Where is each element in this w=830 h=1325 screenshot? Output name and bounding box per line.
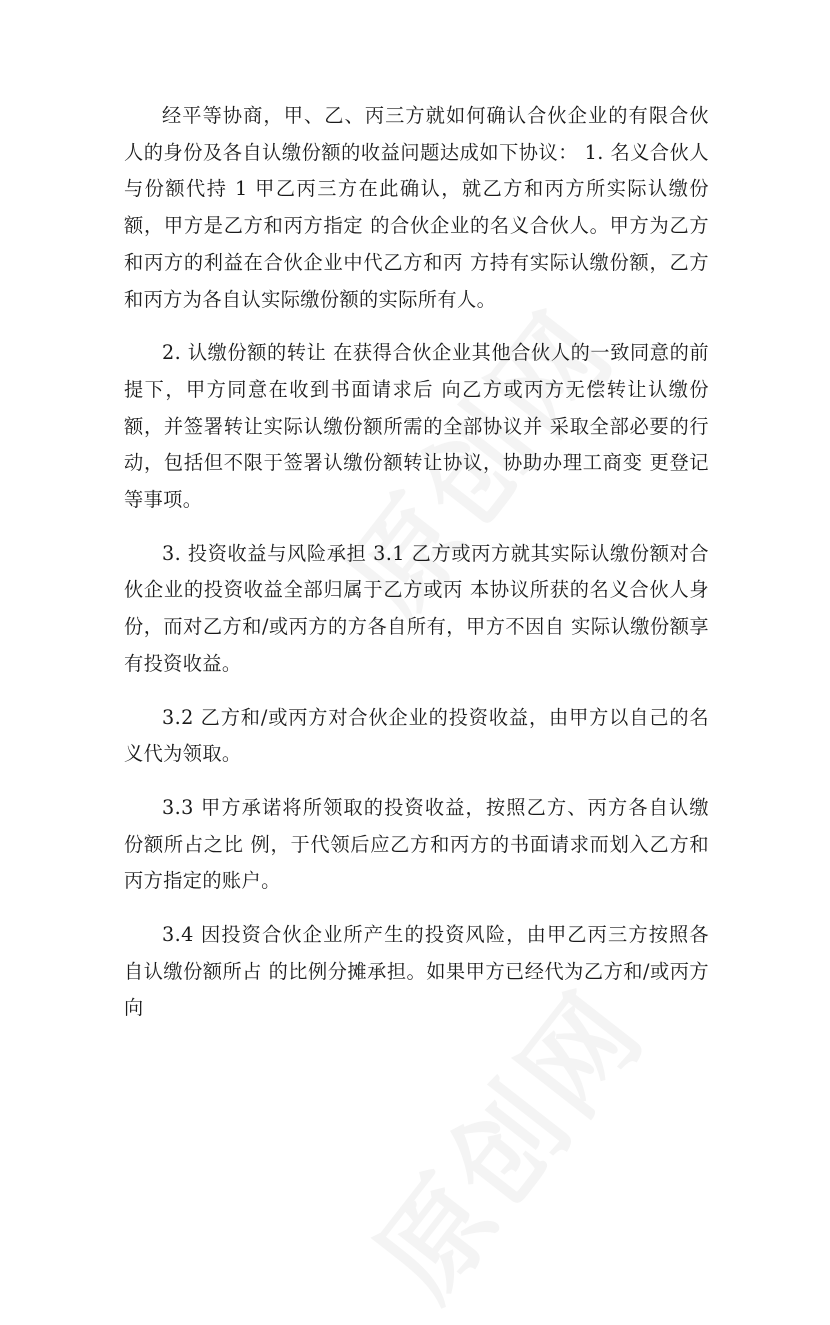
paragraph-intro-and-clause-1: 经平等协商，甲、乙、丙三方就如何确认合伙企业的有限合伙人的身份及各自认缴份额的收益问题达成如下协议： 1. 名义合伙人与份额代持 1 甲乙丙三方在此确认，就乙方和丙方所实际认缴份额，甲方是乙方和丙方指定 的合伙企业的名义合伙人。甲方为乙方和丙方的利益在合伙企业中代乙方和丙 方持有实际认缴份额，乙方和丙方为各自认实际缴份额的实际所有人。 <box>124 104 709 311</box>
paragraph-clause-2: 2. 认缴份额的转让 在获得合伙企业其他合伙人的一致同意的前提下，甲方同意在收到书面请求后 向乙方或丙方无偿转让认缴份额，并签署转让实际认缴份额所需的全部协议并 采取全部必要的行动，包括但不限于签署认缴份额转让协议，协助办理工商变 更登记等事项。 <box>124 341 709 512</box>
paragraph-clause-3-2: 3.2 乙方和/或丙方对合伙企业的投资收益，由甲方以自己的名义代为领取。 <box>124 705 709 766</box>
paragraph-clause-3-3: 3.3 甲方承诺将所领取的投资收益，按照乙方、丙方各自认缴份额所占之比 例，于代领后应乙方和丙方的书面请求而划入乙方和丙方指定的账户。 <box>124 795 709 893</box>
paragraph-clause-3-4: 3.4 因投资合伙企业所产生的投资风险，由甲乙丙三方按照各自认缴份额所占 的比例分摊承担。如果甲方已经代为乙方和/或丙方向 <box>124 923 709 1020</box>
document-body <box>124 98 709 1044</box>
paragraph-clause-3-1: 3. 投资收益与风险承担 3.1 乙方或丙方就其实际认缴份额对合伙企业的投资收益全部归属于乙方或丙 本协议所获的名义合伙人身份，而对乙方和/或丙方的方各自所有，甲方不因自 实际认缴份额享有投资收益。 <box>124 541 709 675</box>
